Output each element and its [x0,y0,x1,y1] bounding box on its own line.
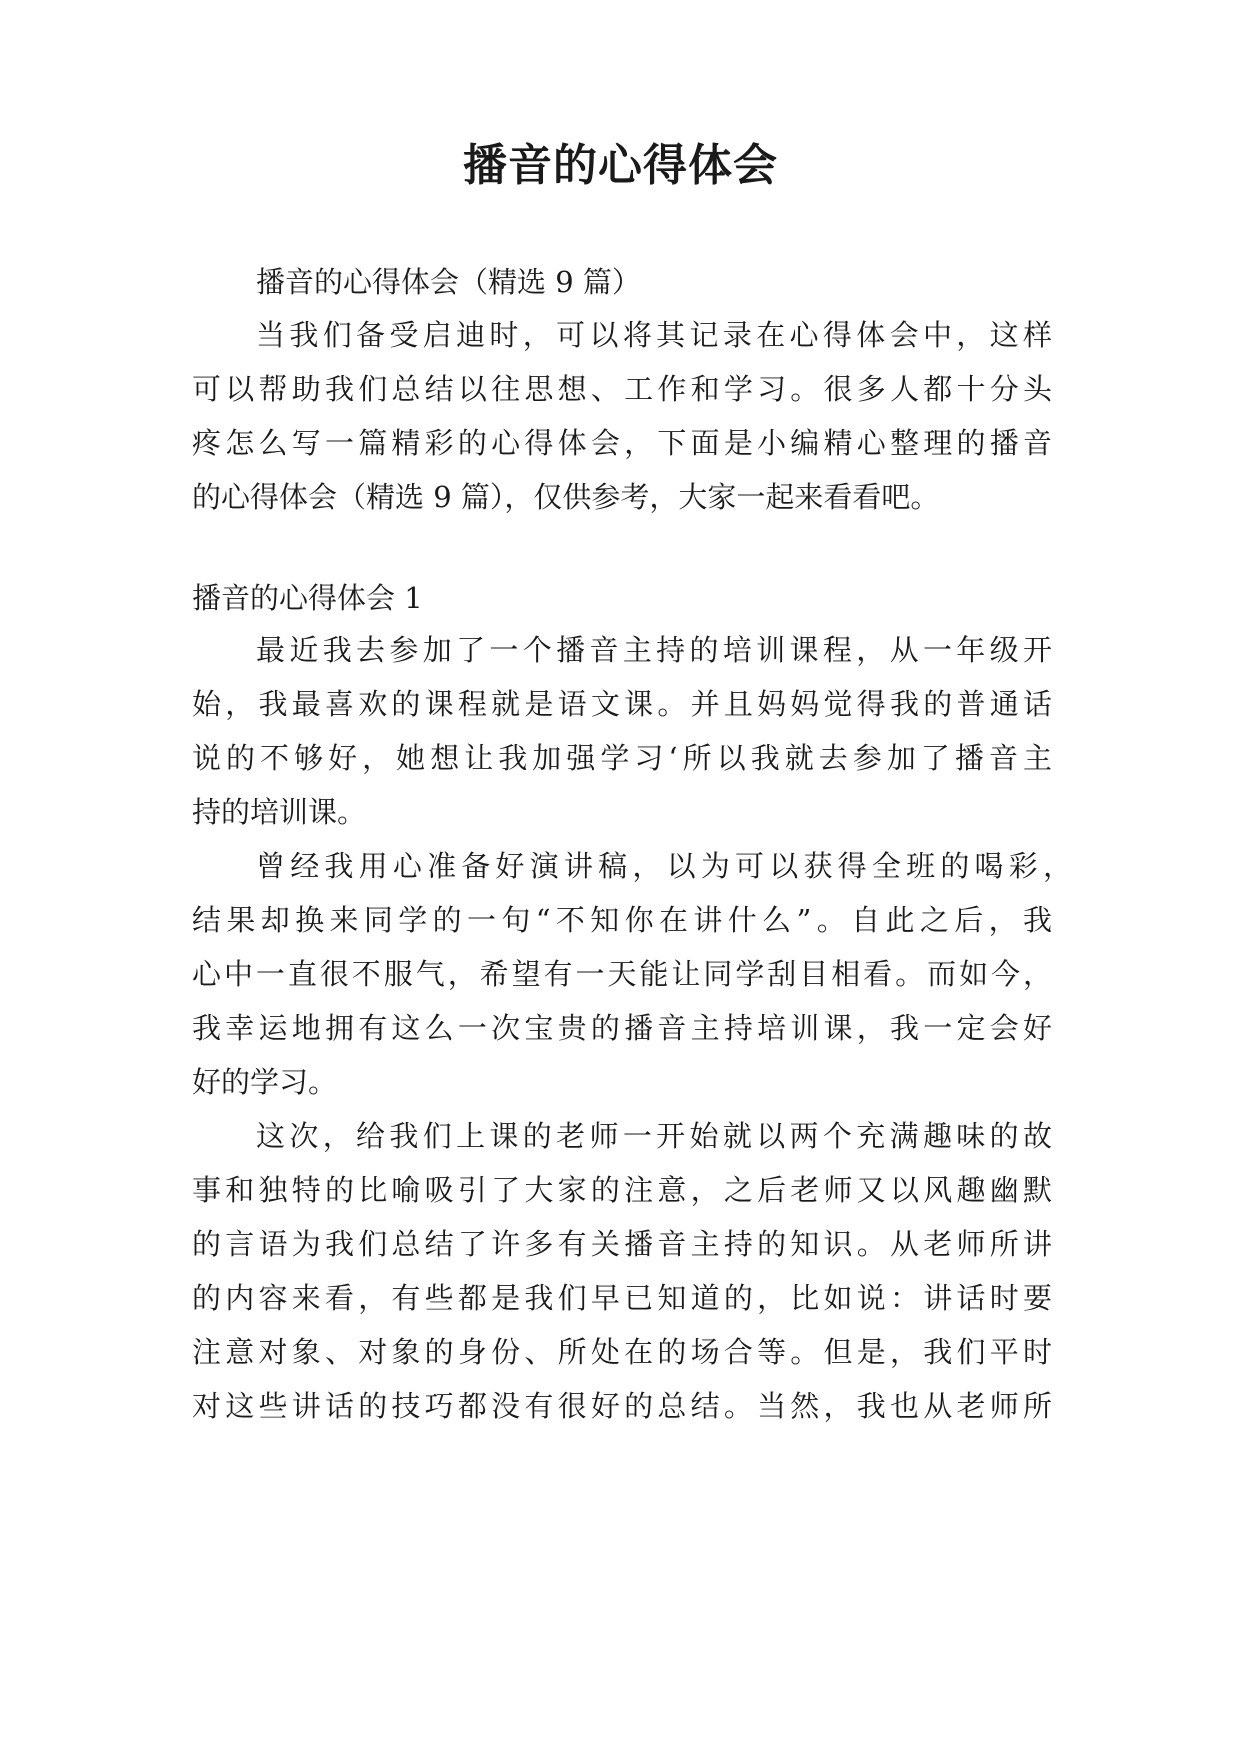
paragraph2-line-5: 好的学习。 [192,1065,338,1099]
paragraph1-line-2: 始，我最喜欢的课程就是语文课。并且妈妈觉得我的普通话 [192,687,1052,721]
intro-line-2: 可以帮助我们总结以往思想、工作和学习。很多人都十分头 [192,372,1052,406]
intro-line-1: 当我们备受启迪时，可以将其记录在心得体会中，这样 [256,318,1052,352]
paragraph3-line-4: 的内容来看，有些都是我们早已知道的，比如说：讲话时要 [192,1281,1052,1315]
intro-line-4: 的心得体会（精选 9 篇），仅供参考，大家一起来看看吧。 [192,480,940,514]
paragraph3-line-1: 这次，给我们上课的老师一开始就以两个充满趣味的故 [256,1119,1052,1153]
paragraph1-line-4: 持的培训课。 [192,795,367,829]
document-title: 播音的心得体会 [463,140,778,191]
paragraph2-line-3: 心中一直很不服气，希望有一天能让同学刮目相看。而如今， [192,957,1052,991]
paragraph1-line-3: 说的不够好，她想让我加强学习‘所以我就去参加了播音主 [192,741,1052,775]
paragraph2-line-4: 我幸运地拥有这么一次宝贵的播音主持培训课，我一定会好 [192,1011,1052,1045]
paragraph3-line-5: 注意对象、对象的身份、所处在的场合等。但是，我们平时 [192,1335,1052,1369]
paragraph2-line-2: 结果却换来同学的一句“不知你在讲什么”。自此之后，我 [192,903,1052,937]
paragraph1-line-1: 最近我去参加了一个播音主持的培训课程，从一年级开 [256,633,1052,667]
paragraph3-line-3: 的言语为我们总结了许多有关播音主持的知识。从老师所讲 [192,1227,1052,1261]
intro-line-3: 疼怎么写一篇精彩的心得体会，下面是小编精心整理的播音 [192,426,1052,460]
document-subtitle: 播音的心得体会（精选 9 篇） [256,265,641,299]
paragraph2-line-1: 曾经我用心准备好演讲稿，以为可以获得全班的喝彩， [256,849,1072,883]
paragraph3-line-2: 事和独特的比喻吸引了大家的注意，之后老师又以风趣幽默 [192,1173,1052,1207]
section-heading: 播音的心得体会 1 [192,581,423,615]
paragraph3-line-6: 对这些讲话的技巧都没有很好的总结。当然，我也从老师所 [192,1389,1052,1423]
